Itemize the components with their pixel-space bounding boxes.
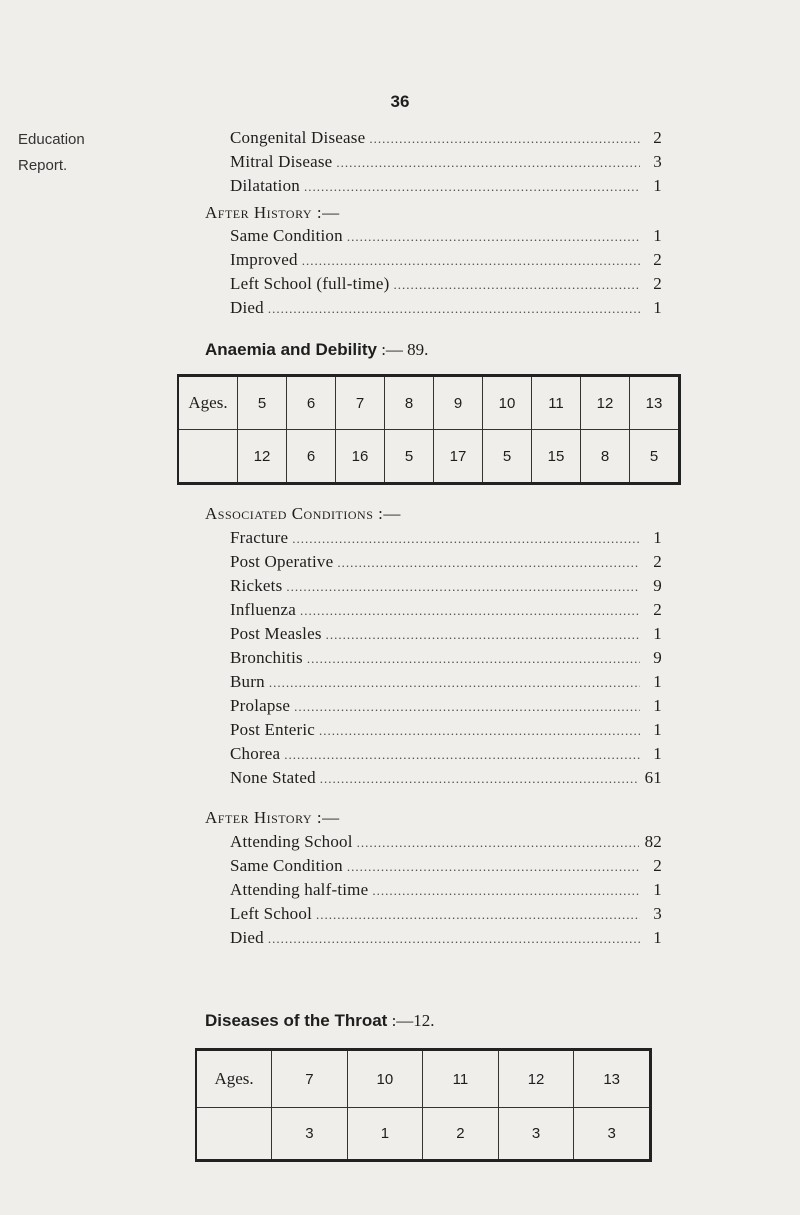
throat-title: Diseases of the Throat (205, 1011, 388, 1030)
table-age-cell: 13 (630, 376, 680, 430)
list-item (230, 832, 662, 856)
item-label: Improved (230, 250, 298, 269)
item-value: 3 (653, 152, 662, 171)
list-item (230, 552, 662, 576)
item-value: 3 (653, 904, 662, 923)
table-count-cell: 3 (272, 1108, 347, 1161)
list-item (230, 904, 662, 928)
table-count-cell: 17 (434, 430, 483, 484)
margin-note-line: Report. (18, 157, 68, 174)
throat-heading (205, 1011, 435, 1031)
item-value: 61 (644, 768, 662, 787)
item-label: Died (230, 928, 264, 947)
list-item (230, 600, 662, 624)
item-label: Same Condition (230, 856, 343, 875)
list-item (230, 576, 662, 600)
item-label: Fracture (230, 528, 289, 547)
table-count-cell: 5 (385, 430, 434, 484)
item-value: 1 (653, 720, 662, 739)
list-item (230, 528, 662, 552)
item-label: Influenza (230, 600, 296, 619)
item-value: 1 (653, 176, 662, 195)
associated-conditions-heading: Associated Conditions :— (205, 504, 401, 523)
table-count-cell: 6 (287, 430, 336, 484)
table-age-cell: 12 (581, 376, 630, 430)
item-value: 1 (653, 624, 662, 643)
table-age-cell: 7 (272, 1050, 347, 1108)
item-value: 9 (653, 576, 662, 595)
table-age-cell: 9 (434, 376, 483, 430)
list-item (230, 928, 662, 952)
item-value: 1 (653, 928, 662, 947)
margin-note-line: Education (18, 131, 85, 148)
item-value: 1 (653, 528, 662, 547)
table-age-cell: 11 (423, 1050, 499, 1108)
item-label: Attending half-time (230, 880, 369, 899)
item-value: 2 (653, 128, 662, 147)
list-item (230, 856, 662, 880)
item-value: 2 (653, 250, 662, 269)
table-age-cell: 7 (336, 376, 385, 430)
anaemia-count: :— 89. (376, 340, 429, 359)
list-item (230, 744, 662, 768)
item-value: 1 (653, 744, 662, 763)
list-item (230, 226, 662, 250)
list-item (230, 696, 662, 720)
list-item (230, 298, 662, 322)
associated-conditions-list (230, 528, 662, 792)
table-count-cell: 12 (238, 430, 287, 484)
table-count-cell: 1 (347, 1108, 423, 1161)
item-label: Left School (full-time) (230, 274, 390, 293)
item-label: Chorea (230, 744, 281, 763)
item-value: 1 (653, 672, 662, 691)
item-label: None Stated (230, 768, 316, 787)
table-count-cell: 5 (483, 430, 532, 484)
list-item (230, 274, 662, 298)
table-empty-cell (178, 430, 238, 484)
anaemia-heading (205, 340, 428, 360)
item-label: Mitral Disease (230, 152, 333, 171)
table-age-cell: 12 (498, 1050, 574, 1108)
list-item (230, 648, 662, 672)
page-number: 36 (390, 92, 410, 111)
table-count-cell: 15 (532, 430, 581, 484)
item-label: Died (230, 298, 264, 317)
table-header-label: Ages. (196, 1050, 272, 1108)
list-item (230, 672, 662, 696)
item-value: 2 (653, 274, 662, 293)
list-item (230, 152, 662, 176)
item-value: 2 (653, 600, 662, 619)
table-count-cell: 16 (336, 430, 385, 484)
table-age-cell: 6 (287, 376, 336, 430)
item-label: Attending School (230, 832, 353, 851)
item-label: Bronchitis (230, 648, 303, 667)
table-age-cell: 13 (574, 1050, 651, 1108)
table-empty-cell (196, 1108, 272, 1161)
anaemia-ages-table (177, 374, 681, 485)
item-value: 1 (653, 880, 662, 899)
list-item (230, 768, 662, 792)
list-item (230, 624, 662, 648)
item-label: Burn (230, 672, 265, 691)
item-label: Post Operative (230, 552, 334, 571)
item-label: Dilatation (230, 176, 300, 195)
item-value: 2 (653, 552, 662, 571)
after-history-heading: After History :— (205, 203, 340, 222)
item-label: Congenital Disease (230, 128, 366, 147)
item-value: 1 (653, 226, 662, 245)
table-count-cell: 5 (630, 430, 680, 484)
item-label: Post Enteric (230, 720, 316, 739)
anaemia-title: Anaemia and Debility (205, 340, 377, 359)
item-value: 1 (653, 696, 662, 715)
list-item (230, 176, 662, 200)
margin-note (18, 127, 85, 179)
table-age-cell: 10 (347, 1050, 423, 1108)
list-item (230, 250, 662, 274)
list-item (230, 128, 662, 152)
table-header-label: Ages. (178, 376, 238, 430)
table-count-cell: 3 (498, 1108, 574, 1161)
heart-conditions-list (230, 128, 662, 200)
item-value: 9 (653, 648, 662, 667)
item-label: Post Measles (230, 624, 322, 643)
table-age-cell: 11 (532, 376, 581, 430)
item-label: Left School (230, 904, 312, 923)
item-label: Prolapse (230, 696, 291, 715)
item-value: 1 (653, 298, 662, 317)
item-value: 82 (644, 832, 662, 851)
item-value: 2 (653, 856, 662, 875)
table-age-cell: 10 (483, 376, 532, 430)
list-item (230, 880, 662, 904)
list-item (230, 720, 662, 744)
item-label: Rickets (230, 576, 283, 595)
item-label: Same Condition (230, 226, 343, 245)
throat-ages-table (195, 1048, 652, 1162)
after-history-heading: After History :— (205, 808, 340, 827)
table-age-cell: 8 (385, 376, 434, 430)
table-count-cell: 8 (581, 430, 630, 484)
throat-count: :—12. (387, 1011, 435, 1030)
table-count-cell: 2 (423, 1108, 499, 1161)
table-age-cell: 5 (238, 376, 287, 430)
after-history-list (230, 226, 662, 322)
after-history-list (230, 832, 662, 952)
table-count-cell: 3 (574, 1108, 651, 1161)
